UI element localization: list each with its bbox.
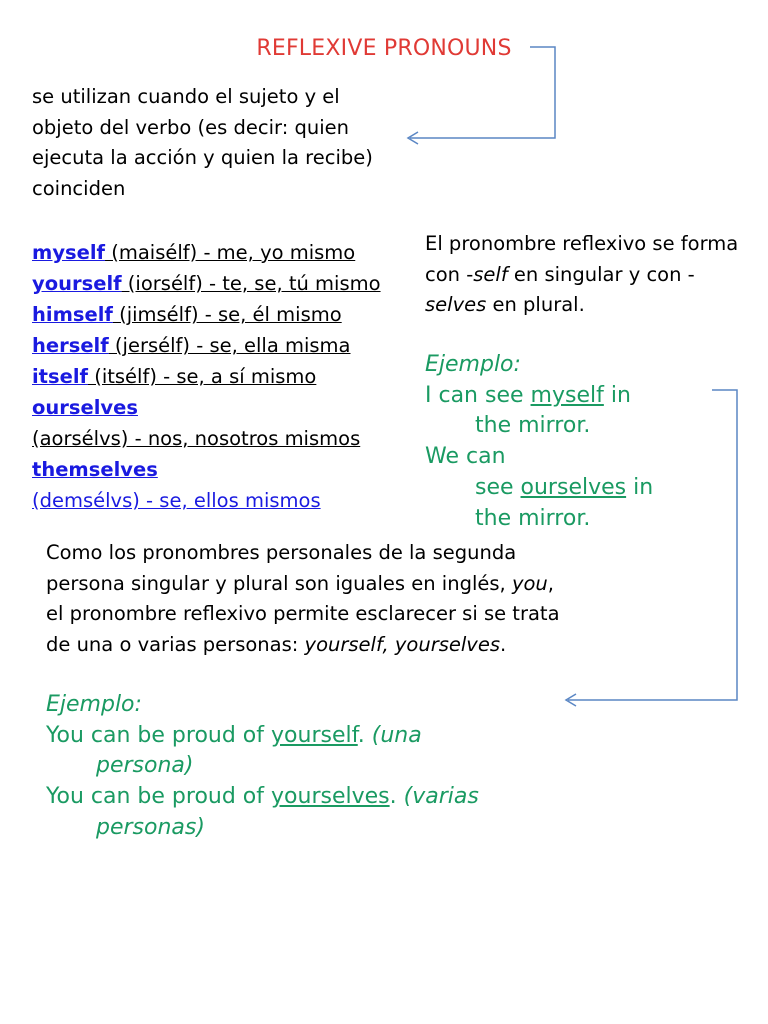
example-text: You can be proud of: [46, 784, 272, 810]
example-text: in: [626, 474, 654, 500]
example-keyword: ourselves: [520, 474, 627, 500]
example-to-note-arrow: [566, 390, 737, 706]
example-gloss: (una: [371, 722, 422, 748]
example-text: see: [475, 474, 521, 500]
example-label: Ejemplo:: [46, 692, 142, 717]
pronoun-word: himself: [32, 303, 113, 326]
note-text: El pronombre reflexivo se forma con -: [425, 232, 739, 286]
example-text: .: [389, 784, 404, 810]
pronoun-word: ourselves: [32, 396, 138, 419]
example-text: I can see: [425, 382, 531, 408]
note-text: , el pronombre reflexivo permite esclarecer si se trata de una o varias personas:: [46, 571, 560, 657]
pronoun-meaning: (jersélf) - se, ella misma: [108, 334, 351, 357]
example-gloss: (varias: [403, 784, 479, 810]
example-label: Ejemplo:: [425, 352, 521, 377]
example-sentence-cont: the mirror.: [475, 505, 591, 531]
note-text: .: [500, 633, 507, 657]
note-emphasis: you: [511, 571, 548, 595]
note-text: en plural.: [486, 293, 585, 316]
pronoun-word: yourself: [32, 272, 122, 295]
pronoun-word: itself: [32, 365, 89, 388]
pronoun-meaning: (iorsélf) - te, se, tú mismo: [121, 272, 381, 295]
pronoun-word: myself: [32, 241, 106, 264]
pronoun-word: herself: [32, 334, 109, 357]
example-text: You can be proud of: [46, 722, 272, 748]
note-emphasis: yourself, yourselves: [304, 633, 500, 657]
example-sentence-cont: the mirror.: [475, 413, 591, 439]
pronoun-meaning: (aorsélvs) - nos, nosotros mismos: [32, 427, 361, 450]
note-suffix: self: [473, 262, 508, 286]
note-text: Como los pronombres personales de la segunda persona singular y plural son iguales en inglés,: [46, 541, 517, 595]
pronoun-word: themselves: [32, 458, 158, 481]
pronoun-meaning: (maisélf) - me, yo mismo: [105, 241, 356, 264]
pronoun-meaning: (itsélf) - se, a sí mismo: [88, 365, 317, 388]
note-text: en singular y con -: [507, 262, 695, 286]
intro-text: se utilizan cuando el sujeto y el objeto del verbo (es decir: quien ejecuta la acción y quien la recibe) coinciden: [32, 85, 373, 200]
example-text: in: [603, 382, 631, 408]
example-gloss: personas): [96, 814, 205, 840]
example-keyword: myself: [530, 382, 604, 408]
example-keyword: yourself: [271, 722, 358, 748]
page-title: REFLEXIVE PRONOUNS: [256, 36, 512, 61]
example-text: .: [357, 722, 372, 748]
example-sentence: We can: [425, 444, 506, 470]
pronoun-meaning: (demsélvs) - se, ellos mismos: [32, 489, 321, 512]
note-suffix: selves: [425, 293, 487, 316]
example-gloss: persona): [96, 753, 194, 779]
title-to-intro-arrow: [408, 47, 555, 144]
pronoun-meaning: (jimsélf) - se, él mismo: [112, 303, 342, 326]
example-keyword: yourselves: [271, 784, 390, 810]
